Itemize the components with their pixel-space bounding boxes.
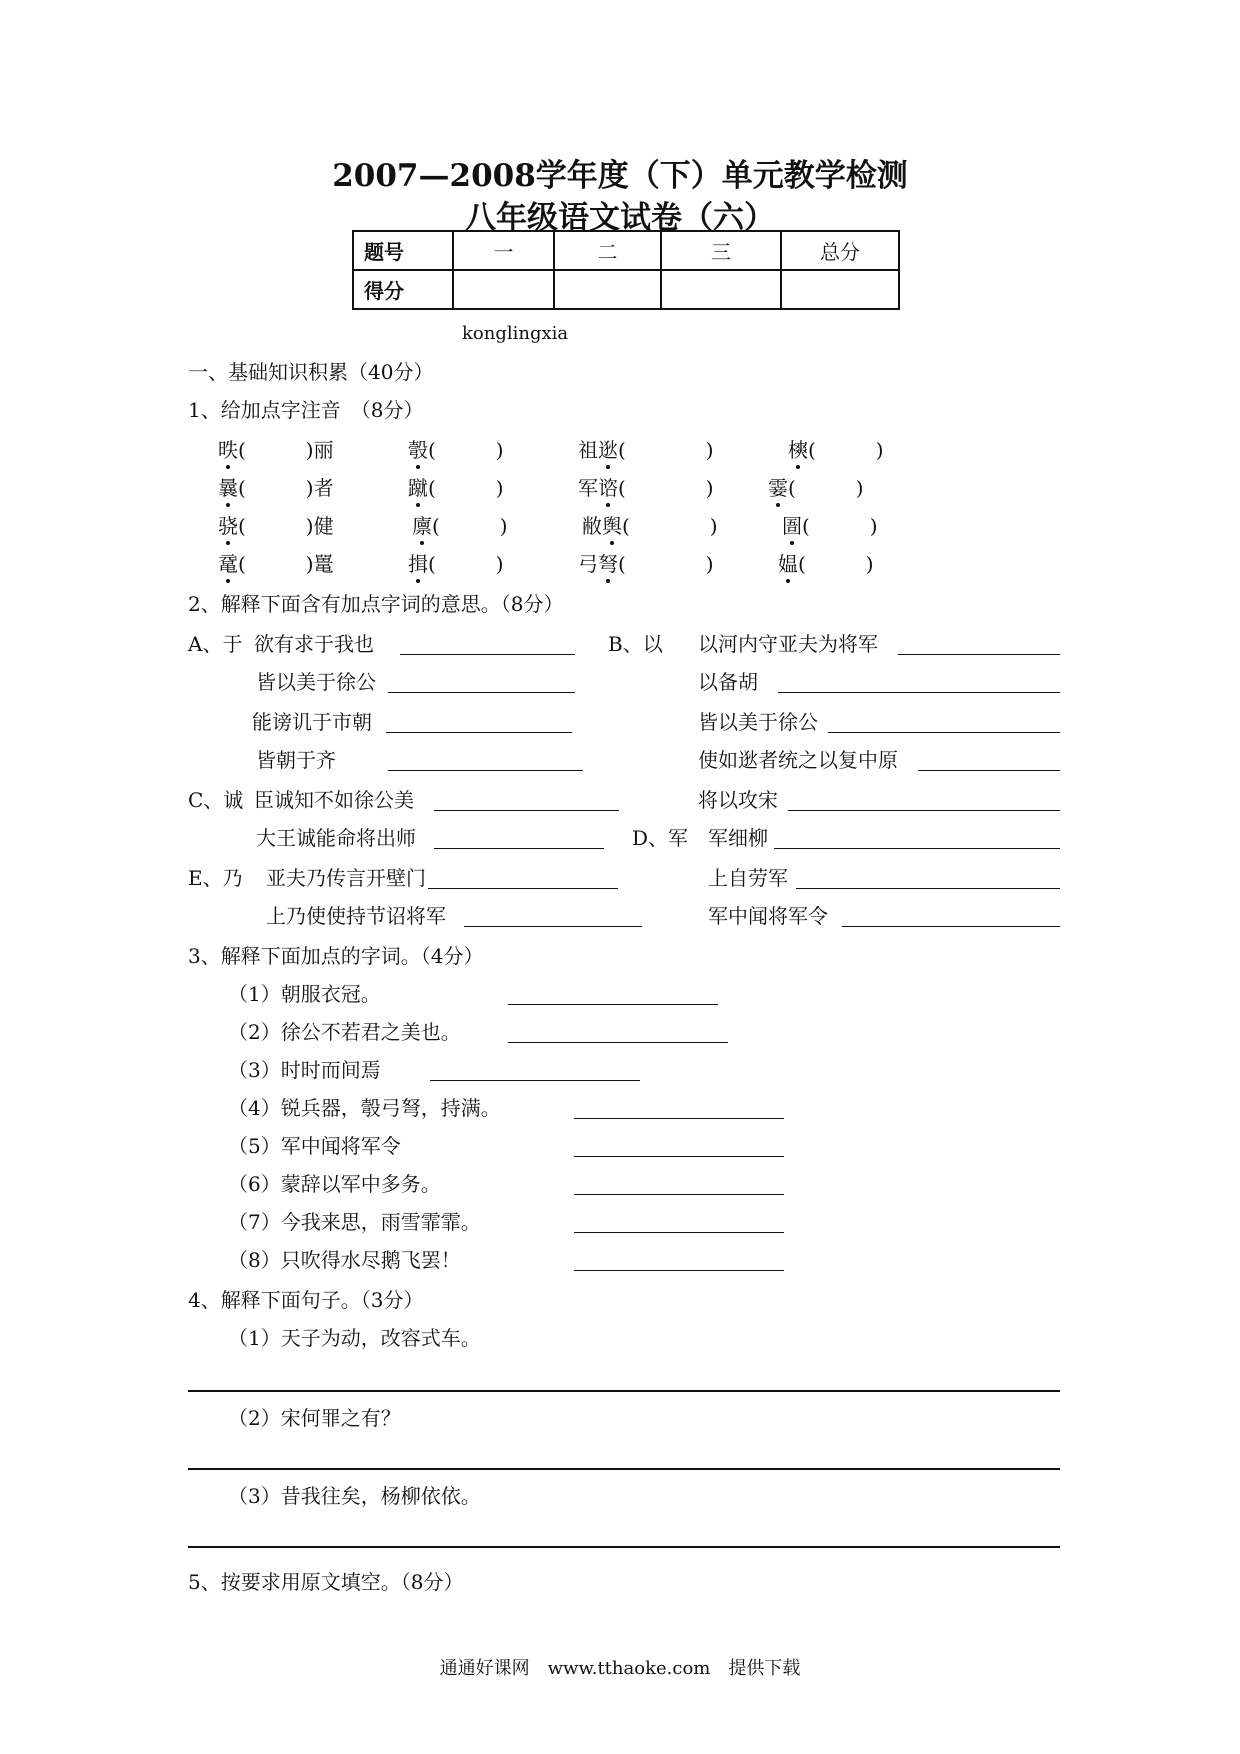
q4-item: （3）昔我往矣，杨柳依依。 (228, 1484, 481, 1508)
question-1-title: 1、给加点字注音 （8分） (188, 398, 424, 422)
pinyin-item (218, 514, 334, 538)
pinyin-item (578, 552, 714, 576)
pinyin-item (788, 438, 884, 462)
pinyin-item (768, 476, 864, 500)
q2-phrase: 能谤讥于市朝 (252, 710, 372, 734)
answer-blank[interactable] (788, 810, 1060, 811)
dotted-char: 揖 (408, 552, 428, 576)
answer-line[interactable] (188, 1390, 1060, 1392)
dotted-char: 弩 (598, 552, 618, 576)
pinyin-item (218, 438, 334, 462)
pinyin-item-rest: ( ) (788, 476, 864, 500)
answer-blank[interactable] (778, 692, 1060, 693)
pinyin-item-rest: ( )者 (238, 476, 334, 500)
q2-group-label: C、诚 (188, 788, 244, 812)
pinyin-item-rest: ( ) (618, 476, 714, 500)
q2-phrase: 皆以美于徐公 (256, 670, 376, 694)
pinyin-item (218, 476, 334, 500)
q3-item: （3）时时而间焉 (228, 1058, 381, 1082)
score-table-cell: 题号 (353, 231, 453, 270)
q3-item: （5）军中闻将军令 (228, 1134, 401, 1158)
question-4-title: 4、解释下面句子。（3分） (188, 1288, 424, 1312)
q4-item: （2）宋何罪之有？ (228, 1406, 401, 1430)
score-table-cell: 得分 (353, 270, 453, 309)
answer-blank[interactable] (918, 770, 1060, 771)
exam-title: 2007—2008学年度（下）单元教学检测 (332, 158, 908, 194)
answer-blank[interactable] (574, 1270, 784, 1271)
q2-phrase: 以河内守亚夫为将军 (698, 632, 878, 656)
q2-phrase: 以备胡 (698, 670, 758, 694)
dotted-char: 霎 (768, 476, 788, 500)
answer-blank[interactable] (508, 1042, 728, 1043)
q2-phrase: 大王诚能命将出师 (256, 826, 416, 850)
q2-phrase: 军细柳 (708, 826, 768, 850)
dotted-char: 骁 (218, 514, 238, 538)
pinyin-item (782, 514, 878, 538)
q2-phrase: 使如逖者统之以复中原 (698, 748, 898, 772)
pinyin-item (408, 476, 504, 500)
q2-phrase: 亚夫乃传言开壁门 (266, 866, 426, 890)
answer-blank[interactable] (434, 848, 604, 849)
dotted-char: 廪 (412, 514, 432, 538)
q2-phrase: 军中闻将军令 (708, 904, 828, 928)
answer-blank[interactable] (508, 1004, 718, 1005)
score-table-cell: 三 (661, 231, 781, 270)
pinyin-item-rest: ( ) (808, 438, 884, 462)
dotted-char: 彀 (408, 438, 428, 462)
answer-blank[interactable] (430, 1080, 640, 1081)
dotted-char: 圄 (782, 514, 802, 538)
score-table-score-row (353, 270, 899, 309)
answer-blank[interactable] (898, 654, 1060, 655)
pinyin-item-plain: 祖 (578, 438, 598, 462)
q3-item: （8）只吹得水尽鹅飞罢！ (228, 1248, 461, 1272)
q3-item: （4）锐兵器，彀弓弩，持满。 (228, 1096, 501, 1120)
dotted-char: 舆 (602, 514, 622, 538)
answer-blank[interactable] (434, 810, 619, 811)
score-input-cell[interactable] (554, 270, 661, 309)
answer-blank[interactable] (386, 732, 572, 733)
dotted-char: 曩 (218, 476, 238, 500)
pinyin-item (412, 514, 508, 538)
pinyin-item-rest: ( )健 (238, 514, 334, 538)
answer-blank[interactable] (428, 888, 618, 889)
pinyin-item-rest: ( ) (802, 514, 878, 538)
dotted-char: 鼋 (218, 552, 238, 576)
score-table-cell: 二 (554, 231, 661, 270)
pinyin-item (218, 552, 334, 576)
answer-blank[interactable] (574, 1156, 784, 1157)
q2-group-label: E、乃 (188, 866, 243, 890)
dotted-char: 昳 (218, 438, 238, 462)
pinyin-item (408, 552, 504, 576)
answer-line[interactable] (188, 1546, 1060, 1548)
pinyin-item (578, 476, 714, 500)
answer-blank[interactable] (796, 888, 1060, 889)
pinyin-item-rest: ( ) (622, 514, 718, 538)
dotted-char: 谘 (598, 476, 618, 500)
pinyin-item-rest: ( )鼍 (238, 552, 334, 576)
answer-blank[interactable] (388, 692, 575, 693)
pinyin-item-plain: 弓 (578, 552, 598, 576)
dotted-char: 樉 (788, 438, 808, 462)
pinyin-item-rest: ( ) (428, 552, 504, 576)
dotted-char: 逖 (598, 438, 618, 462)
answer-line[interactable] (188, 1468, 1060, 1470)
answer-blank[interactable] (400, 654, 575, 655)
handwritten-note: konglingxia (462, 323, 569, 344)
score-input-cell[interactable] (453, 270, 554, 309)
q3-item: （2）徐公不若君之美也。 (228, 1020, 461, 1044)
pinyin-item (408, 438, 504, 462)
dotted-char: 媪 (778, 552, 798, 576)
answer-blank[interactable] (774, 848, 1060, 849)
question-3-title: 3、解释下面加点的字词。（4分） (188, 944, 484, 968)
pinyin-item-plain: 敝 (582, 514, 602, 538)
q4-item: （1）天子为动，改容式车。 (228, 1326, 481, 1350)
pinyin-item-rest: ( ) (432, 514, 508, 538)
section-heading: 一、基础知识积累（40分） (188, 360, 434, 384)
pinyin-item-rest: ( ) (798, 552, 874, 576)
pinyin-item-rest: ( ) (428, 476, 504, 500)
score-input-cell[interactable] (661, 270, 781, 309)
score-table-header-row (353, 231, 899, 270)
question-5-title: 5、按要求用原文填空。（8分） (188, 1570, 464, 1594)
answer-blank[interactable] (574, 1232, 784, 1233)
q2-phrase: 上乃使使持节诏将军 (266, 904, 446, 928)
score-table-cell: 一 (453, 231, 554, 270)
answer-blank[interactable] (842, 926, 1060, 927)
q2-group-label: A、于 (188, 632, 243, 656)
answer-blank[interactable] (464, 926, 642, 927)
dotted-char: 蹴 (408, 476, 428, 500)
pinyin-item-rest: ( ) (618, 552, 714, 576)
q2-phrase: 臣诚知不如徐公美 (254, 788, 414, 812)
q3-item: （7）今我来思，雨雪霏霏。 (228, 1210, 481, 1234)
pinyin-item-rest: ( )丽 (238, 438, 334, 462)
pinyin-item (578, 438, 714, 462)
q2-group-label: B、以 (608, 632, 663, 656)
q2-phrase: 上自劳军 (708, 866, 788, 890)
pinyin-item-rest: ( ) (428, 438, 504, 462)
pinyin-item-rest: ( ) (618, 438, 714, 462)
q2-phrase: 将以攻宋 (698, 788, 778, 812)
answer-blank[interactable] (828, 732, 1060, 733)
score-input-cell[interactable] (781, 270, 899, 309)
pinyin-item (778, 552, 874, 576)
answer-blank[interactable] (574, 1118, 784, 1119)
question-2-title: 2、解释下面含有加点字词的意思。（8分） (188, 592, 564, 616)
q2-phrase: 皆朝于齐 (256, 748, 336, 772)
pinyin-item-plain: 军 (578, 476, 598, 500)
exam-subtitle: 八年级语文试卷（六） (465, 200, 775, 236)
q3-item: （1）朝服衣冠。 (228, 982, 381, 1006)
q3-item: （6）蒙辞以军中多务。 (228, 1172, 441, 1196)
pinyin-item (582, 514, 718, 538)
score-table-cell: 总分 (781, 231, 899, 270)
score-table (352, 230, 900, 310)
q2-group-label: D、军 (632, 826, 689, 850)
q2-phrase: 皆以美于徐公 (698, 710, 818, 734)
page-footer: 通通好课网 www.tthaoke.com 提供下载 (439, 1658, 801, 1679)
q2-phrase: 欲有求于我也 (254, 632, 374, 656)
answer-blank[interactable] (388, 770, 583, 771)
answer-blank[interactable] (574, 1194, 784, 1195)
